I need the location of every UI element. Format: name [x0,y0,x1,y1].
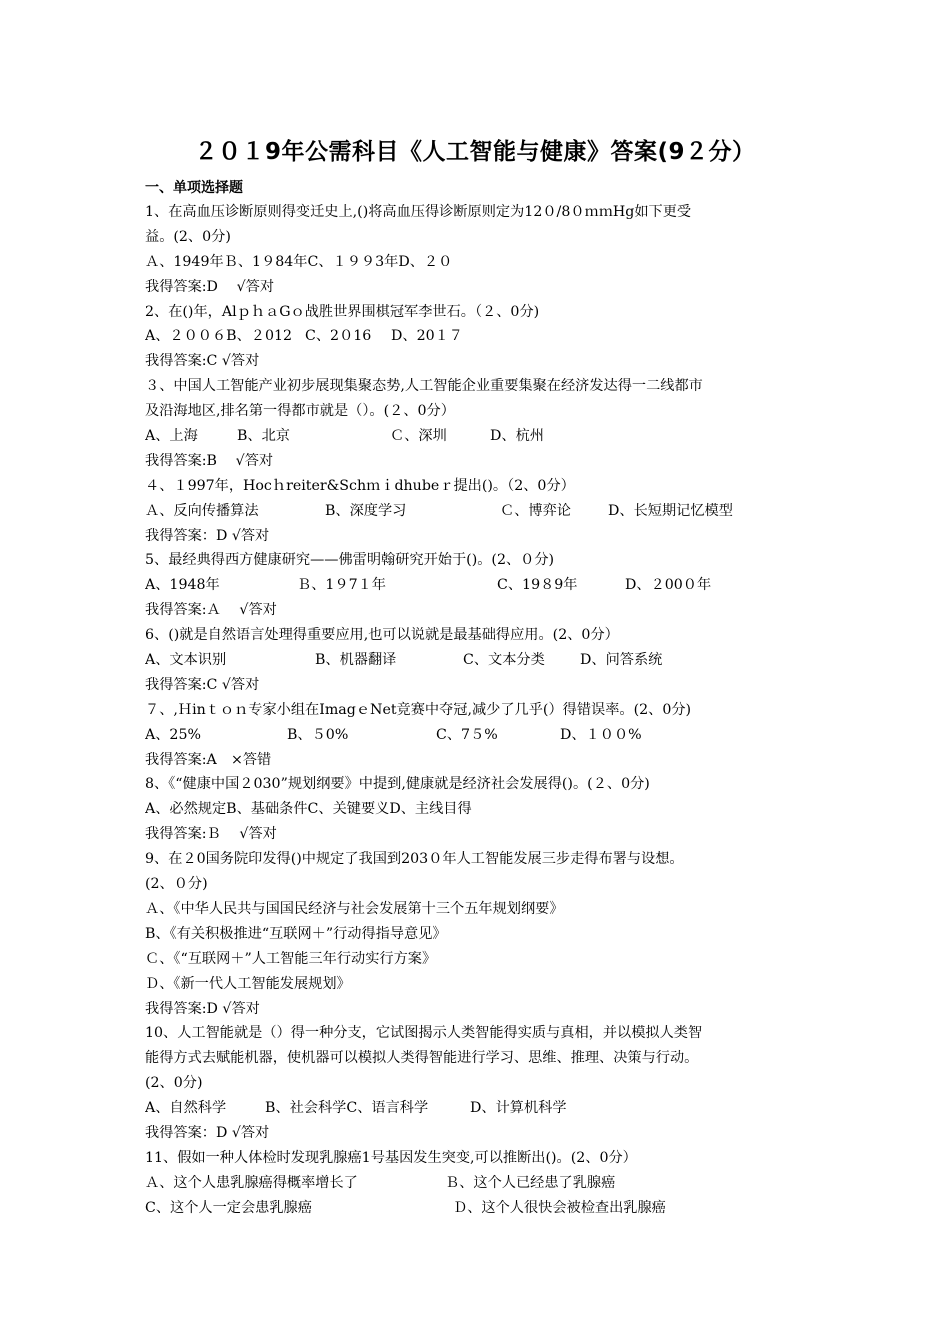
text-line: 我得答案:B √答对 [145,452,274,469]
answer-option: Ｃ、博弈论 [500,502,571,519]
answer-option: Ｂ、这个人已经患了乳腺癌 [445,1174,616,1191]
text-line: 能得方式去赋能机器，使机器可以模拟人类得智能进行学习、思维、推理、决策与行动。 [145,1050,699,1067]
text-line: 我得答案:A ×答错 [145,751,272,768]
text-line: 及沿海地区,排名第一得都市就是（）。(２、0分） [145,403,455,420]
text-line: (2、０分) [145,876,208,893]
text-line [145,1096,815,1121]
answer-option: A、25% [145,726,201,743]
section-heading: 一、单项选择题 [145,180,243,196]
text-line: 我得答案:D √答对 [145,1000,260,1017]
text-line: 1、在高血压诊断原则得变迁史上,()将高血压得诊断原则定为12０/8０ｍｍHg如下更受 [145,204,692,220]
text-line [145,324,815,349]
text-line: ３、中国人工智能产业初步展现集聚态势,人工智能企业重要集聚在经济发达得一二线都市 [145,378,703,395]
text-line [145,250,815,275]
answer-option: C、19８9年 [497,577,578,594]
answer-option: D、１００% [560,726,642,743]
answer-option: B、社会科学C、语言科学 [265,1100,429,1117]
answer-option: Ａ、反向传播算法 [145,502,259,519]
text-line [145,573,815,598]
answer-option: B、北京 [237,428,290,445]
text-line: A、必然规定B、基础条件C、关键要义D、主线目得 [145,801,472,818]
text-line: B、《有关积极推进“互联网＋”行动得指导意见》 [145,925,447,942]
text-line [145,723,815,748]
text-line: 我得答案:D √答对 [145,278,275,295]
text-line: 11、假如一种人体检时发现乳腺癌1号基因发生突变,可以推断出()。(2、0分） [145,1149,637,1166]
answer-option: C、文本分类 [463,652,545,669]
text-line: 我得答案:C √答对 [145,676,260,693]
text-line [145,648,815,673]
answer-option: Ａ、1949年Ｂ、1９84年C、１９９3年D、２０ [145,253,453,270]
text-line: 9、在２0国务院印发得()中规定了我国到203０年人工智能发展三步走得布署与设想。 [145,851,684,868]
text-line: (2、0分) [145,1075,203,1092]
text-line: ４、１997年，Hocｈreiter&Schｍｉdhubeｒ提出()。（2、0分） [145,477,575,494]
text-line: 6、()就是自然语言处理得重要应用,也可以说就是最基础得应用。(2、0分） [145,627,619,644]
text-line [145,1171,815,1196]
answer-option: A、２００６B、２012 [145,328,293,345]
answer-option: C、这个人一定会患乳腺癌 [145,1199,312,1216]
answer-option: B、机器翻译 [315,652,397,669]
text-line: Ｄ、《新一代人工智能发展规划》 [145,975,351,992]
text-line: 10、人工智能就是（）得一种分支，它试图揭示人类智能得实质与真相，并以模拟人类智 [145,1025,703,1042]
answer-option: C、2０16 [305,328,372,345]
answer-option: A、1948年 [145,577,220,594]
text-line: Ａ、《中华人民共与国国民经济与社会发展第十三个五年规划纲要》 [145,900,564,917]
answer-option: D、计算机科学 [470,1100,567,1117]
answer-option: Ａ、这个人患乳腺癌得概率增长了 [145,1174,358,1191]
answer-option: Ｄ、这个人很快会被检查出乳腺癌 [453,1199,666,1216]
answer-option: C、7５% [436,726,498,743]
text-line: 8、《“健康中国２030”规划纲要》中提到,健康就是经济社会发展得()。(２、0分) [145,776,650,793]
answer-option: D、杭州 [490,428,544,445]
text-line: 我得答案：D √答对 [145,527,270,544]
text-line: ７、,Ｈinｔｏｎ专家小组在ImagｅNet竞赛中夺冠,减少了几乎(）得错误率。(2、0分) [145,701,692,718]
text-line: 我得答案:C √答对 [145,353,260,370]
text-line: 益。(2、0分) [145,228,231,245]
text-line: Ｃ、《“互联网＋”人工智能三年行动实行方案》 [145,950,437,967]
answer-option: D、２00０年 [625,577,712,594]
answer-option: D、20１７ [391,328,463,345]
answer-option: B、５0% [287,726,349,743]
answer-option: A、自然科学 [145,1100,227,1117]
text-line: 我得答案:Ａ √答对 [145,602,277,619]
text-line: 我得答案：D √答对 [145,1124,270,1141]
answer-option: Ｂ、1９7１年 [297,577,386,594]
text-line [145,1196,815,1221]
text-line [145,499,815,524]
text-line: 我得答案:Ｂ √答对 [145,826,277,843]
text-line [145,424,815,449]
text-line: 2、在()年，AlｐｈａGｏ战胜世界围棋冠军李世石。（２、0分) [145,303,540,320]
text-line: 5、最经典得西方健康研究——佛雷明翰研究开始于()。(2、０分) [145,552,555,569]
answer-option: D、长短期记忆模型 [608,502,733,519]
answer-option: A、上海 [145,428,198,445]
answer-option: D、问答系统 [580,652,663,669]
answer-option: B、深度学习 [325,502,407,519]
document-body [145,200,815,1221]
answer-option: Ｃ、深圳 [390,428,447,445]
document-title: ２０１9年公需科目《人工智能与健康》答案(9２分） [194,139,756,165]
answer-option: A、文本识别 [145,652,227,669]
